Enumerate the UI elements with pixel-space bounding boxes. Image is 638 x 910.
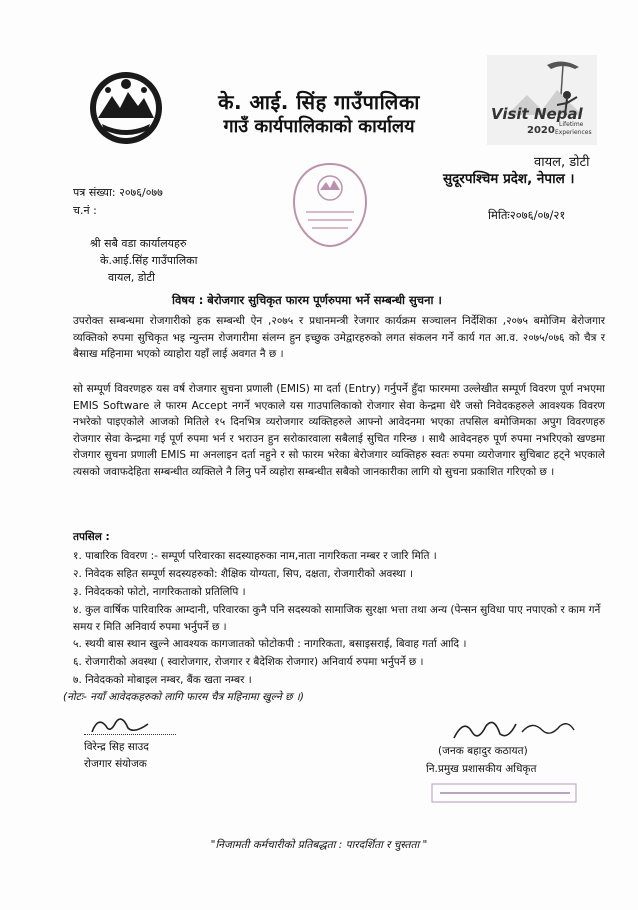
office-title-line2: गाउँ कार्यपालिकाको कार्यालय — [223, 116, 415, 137]
logo-tagline-2: Experiences — [555, 129, 592, 136]
letter-date: मितिः२०७६/०७/२१ — [488, 208, 566, 222]
body-paragraph-2: सो सम्पूर्ण विवरणहरु यस वर्ष रोजगार सुचना प्रणाली (EMIS) मा दर्ता (Entry) गर्नुपर्ने हुँदा फारममा उल्लेखीत सम्पूर्ण विवरण पूर्ण नभएमा EMIS Software ले फारम Accept नगर्ने भएकाले यस गाउपालिकाको रोजगार सेवा केन्द्रमा धेरै जसो निवेदकहरुले आवश्यक विवरण नभरेको पाइएकोले आजको मितिले १५ दिनभित्र व्यरोजगार व्यक्तिहरुले आफ्नो आवेदनमा भएका तपसिल बमोजिमका अपुग विवरणहरु रोजगार सेवा केन्द्रमा गई पूर्ण रुपमा भर्न र भराउन हुन सरोकारवाला सबैलाई सुचित गरिन्छ । साथै आवेदनहरु पूर्ण रुपमा नभरिएको खण्डमा रोजगार सुचना प्रणाली EMIS मा अनलाइन दर्ता नहुने र सो फारम भरेका बेरोजगार व्यक्तिहरु स्वतः रुपमा व्यरोजगार सुचिबाट हट्ने भएकाले त्यसको जवाफदेहिता सम्बन्धीत व्यक्तिले नै लिनु पर्ने व्यहोरा सम्बन्धीत सबैको जानकारीका लागि यो सुचना प्रकाशित गरिएको छ । — [73, 383, 605, 478]
letter-number: पत्र संख्या: २०७६/०७७ — [73, 186, 163, 199]
list-item-1: १. पाबारिक विवरण :- सम्पूर्ण परिवारका सदस्याहरुका नाम,नाता नागरिकता नम्बर र जारि मिति । — [73, 550, 437, 562]
logo-text: Visit Nepal — [491, 105, 583, 123]
note-text: (नोटः- नयाँ आवेदकहरुको लागि फारम चैत्र महिनामा खुल्ने छ ।) — [63, 691, 304, 703]
footer-motto: "निजामती कर्मचारीको प्रतिबद्धता : पारदर्शिता र चुस्तता " — [210, 839, 428, 851]
recipient-line3: वायल, डोटी — [108, 271, 155, 284]
logo-tagline-1: Lifetime — [559, 121, 584, 128]
list-item-3: ३. निवेदकको फोटो, नागरिकताको प्रतिलिपि । — [73, 586, 246, 598]
dispatch-number: च.नं : — [73, 204, 97, 217]
tapasil-heading: तपसिल : — [73, 531, 110, 543]
body-paragraph-1: उपरोक्त सम्बन्धमा रोजगारीको हक सम्बन्धी ऐन ,२०७५ र प्रधानमन्त्री रेजगार कार्यक्रम सञ्चालन निर्देशिका ,२०७५ बमोजिम बेरोजगार व्यक्तिको रुपमा सुचिकृत भइ न्युन्तम रोजगारीमा संलग्न हुन इच्छुक उमेद्वारहरुको लगत संकलन गर्ने कार्य गत आ.व. २०७५/०७६ को चैत्र र बैसाख महिनामा भएको व्याहोरा यहाँ लाई अवगत नै छ । — [73, 315, 605, 360]
list-item-2: २. निवेदक सहित सम्पूर्ण सदस्यहरुको: शैक्षिक योग्यता, सिप, दक्षता, रोजगारीको अवस्था । — [73, 568, 413, 580]
signer-right-name: (जनक बहादुर कठायत) — [438, 745, 528, 757]
list-item-6: ६. रोजगारीको अवस्था ( स्वारोजगार, रोजगार र बैदेशिक रोजगार) अनिवार्य रुपमा भर्नुपर्ने छ । — [73, 656, 424, 668]
signer-right-title: नि.प्रमुख प्रशासकीय अधिकृत — [426, 763, 537, 775]
list-item-5: ५. स्थयी बास स्थान खुल्ने आवश्यक कागजातको फोटोकपी : नागरिकता, बसाइसराई, बिवाह गर्ता आदि । — [73, 638, 467, 650]
letter-subject: विषय : बेरोजगार सुचिकृत फारम पूर्णरुपमा भर्ने सम्बन्धी सुचना । — [172, 293, 442, 307]
signer-left-name: विरेन्द्र सिह साउद — [84, 741, 149, 753]
recipient-line2: के.आई.सिंह गाउँपालिका — [100, 254, 198, 267]
logo-year: 2020 — [527, 125, 555, 136]
recipient-line1: श्री सबै वडा कार्यालयहरु — [90, 237, 187, 250]
officer-stamp-icon — [430, 780, 580, 806]
signature-right-icon — [450, 712, 580, 746]
office-seal-stamp-icon — [290, 160, 370, 250]
list-item-7: ७. निवेदकको मोबाइल नम्बर, बैंक खता नम्बर । — [73, 674, 252, 686]
office-location-line1: वायल, डोटी — [534, 155, 590, 170]
signature-left-line — [84, 734, 176, 735]
list-item-4: ४. कुल वार्षिक पारिवारिक आम्दानी, परिवारका कुनै पनि सदस्यको सामाजिक सुरक्षा भत्ता तथा अन्य (पेन्सन सुविधा पाए नपाएको र काम गर्ने समय र मिति अनिवार्य रुपमा भर्नुपर्ने छ । — [73, 604, 601, 633]
signer-left-title: रोजगार संयोजक — [84, 758, 147, 770]
office-title-line1: के. आई. सिंह गाउँपालिका — [218, 90, 420, 114]
office-location-line2: सुदूरपश्चिम प्रदेश, नेपाल । — [443, 171, 575, 187]
